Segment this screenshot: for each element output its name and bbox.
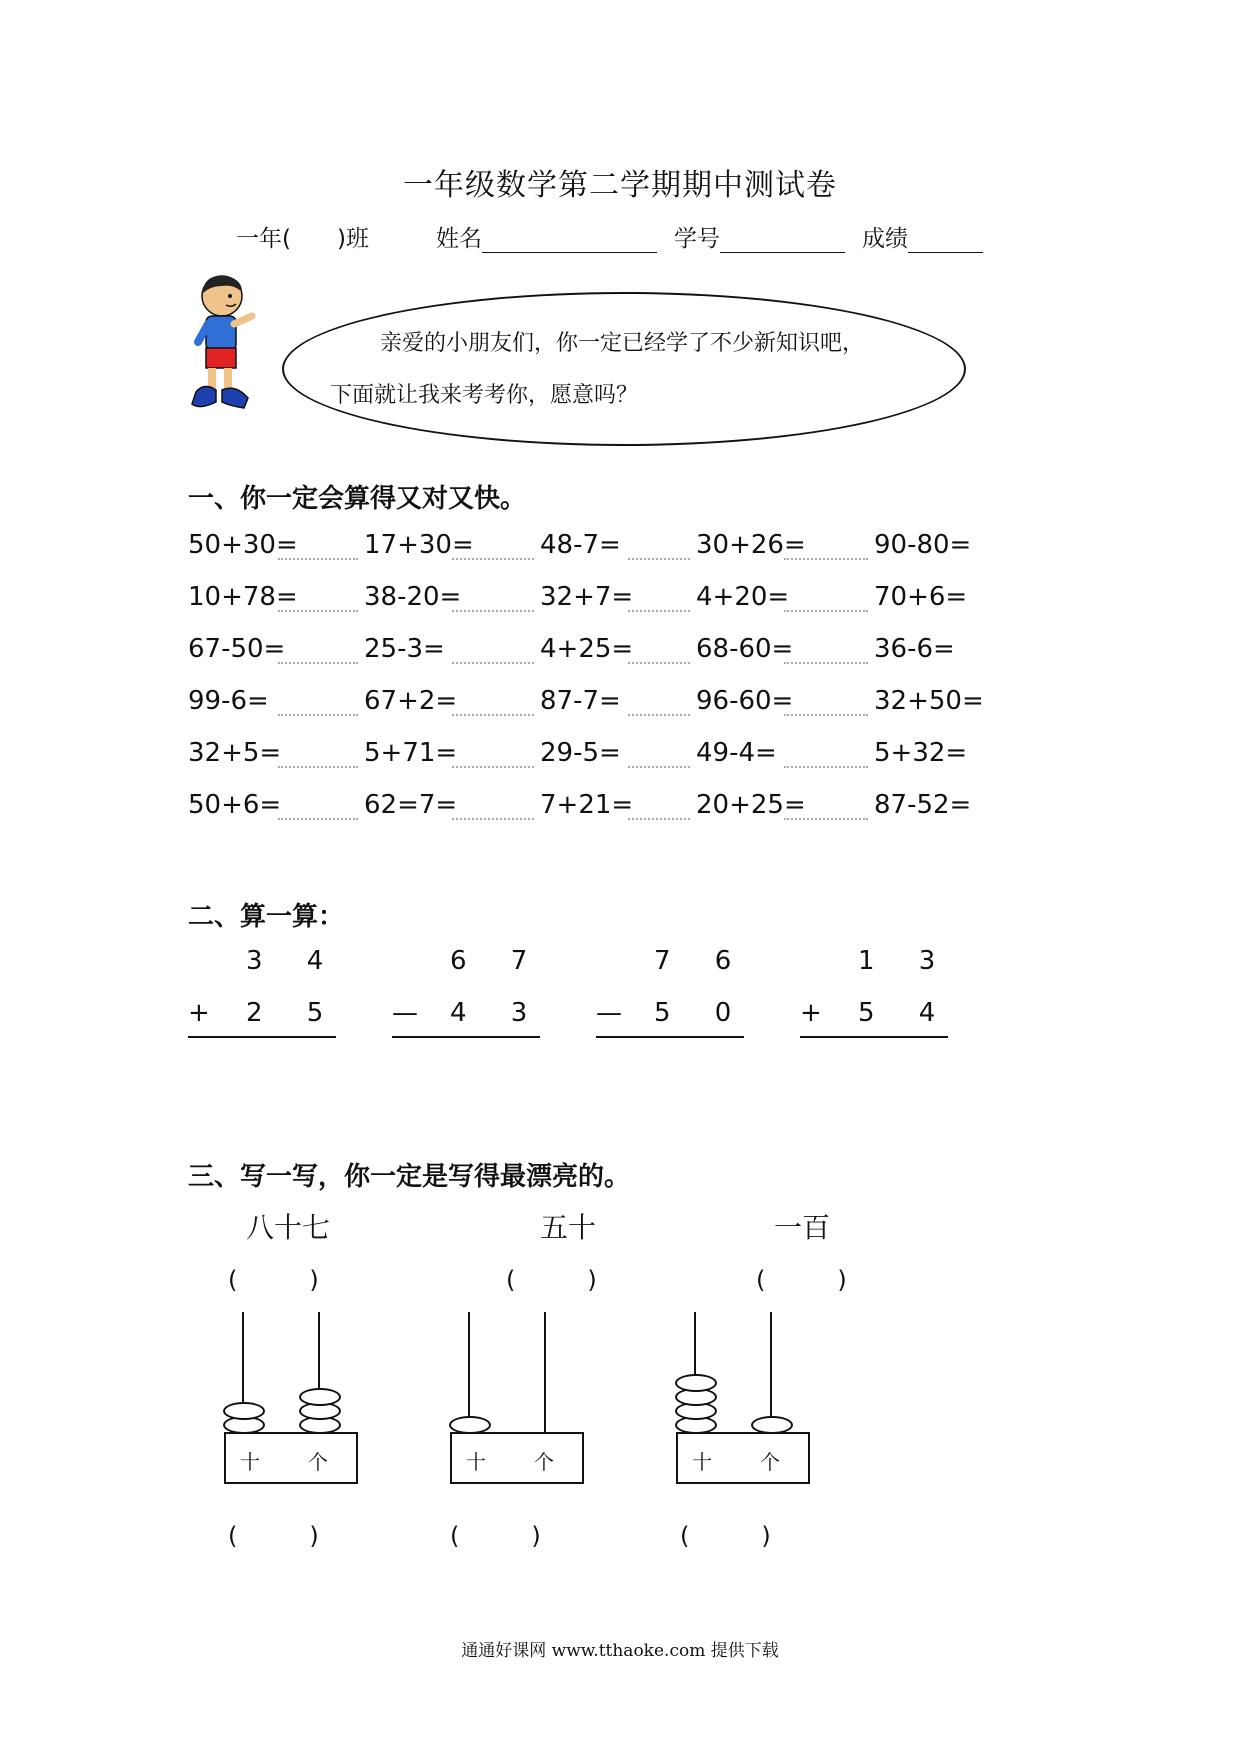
speech-bubble <box>282 292 966 446</box>
abacus-answer-3[interactable]: ( ) <box>680 1522 771 1550</box>
vertical-bottom-number: 2 5 <box>246 998 342 1028</box>
vertical-operator: + <box>188 998 210 1028</box>
arithmetic-problem: 90-80= <box>874 530 972 560</box>
vertical-top-number: 7 6 <box>654 946 750 976</box>
ones-label: 个 <box>534 1450 554 1474</box>
arithmetic-problem: 68-60= <box>696 634 794 664</box>
arithmetic-problem: 32+7= <box>540 582 634 612</box>
answer-blank[interactable] <box>278 812 358 820</box>
arithmetic-problem: 36-6= <box>874 634 955 664</box>
name-label: 姓名 <box>436 226 482 252</box>
name-field[interactable] <box>436 220 657 253</box>
answer-blank[interactable] <box>278 656 358 664</box>
abacus-base <box>676 1432 810 1484</box>
score-field[interactable] <box>862 220 983 253</box>
arithmetic-problem: 4+20= <box>696 582 790 612</box>
arithmetic-row <box>188 686 984 726</box>
arithmetic-problem: 32+50= <box>874 686 984 716</box>
tens-label: 十 <box>692 1450 712 1474</box>
arithmetic-problem: 70+6= <box>874 582 968 612</box>
vertical-top-number: 3 4 <box>246 946 342 976</box>
arithmetic-problem: 67+2= <box>364 686 458 716</box>
boy-illustration <box>186 272 262 422</box>
answer-blank[interactable] <box>278 708 358 716</box>
arithmetic-problem: 30+26= <box>696 530 806 560</box>
answer-blank[interactable] <box>278 604 358 612</box>
arithmetic-problem: 87-7= <box>540 686 621 716</box>
answer-blank[interactable] <box>628 552 690 560</box>
arithmetic-problem: 5+71= <box>364 738 458 768</box>
ones-rod <box>544 1312 546 1432</box>
vertical-bottom-number: 4 3 <box>450 998 546 1028</box>
ones-label: 个 <box>308 1450 328 1474</box>
section-1-heading: 一、你一定会算得又对又快。 <box>188 484 527 514</box>
intro-line-2: 下面就让我来考考你，愿意吗？ <box>330 383 639 408</box>
vertical-operator: + <box>800 998 822 1028</box>
answer-blank[interactable] <box>452 552 534 560</box>
answer-blank[interactable] <box>784 604 868 612</box>
arithmetic-row <box>188 738 978 778</box>
arithmetic-problem: 5+32= <box>874 738 968 768</box>
arithmetic-problem: 32+5= <box>188 738 282 768</box>
abacus <box>224 1312 384 1492</box>
answer-paren-1[interactable]: ( ) <box>228 1266 319 1294</box>
answer-blank[interactable] <box>784 812 868 820</box>
abacus-answer-1[interactable]: ( ) <box>228 1522 319 1550</box>
name-blank[interactable] <box>482 230 657 253</box>
vertical-bottom-number: 5 0 <box>654 998 750 1028</box>
arithmetic-problem: 67-50= <box>188 634 286 664</box>
section-3-heading: 三、写一写，你一定是写得最漂亮的。 <box>188 1162 631 1192</box>
arithmetic-problem: 7+21= <box>540 790 634 820</box>
answer-blank[interactable] <box>278 760 358 768</box>
arithmetic-problem: 10+78= <box>188 582 298 612</box>
arithmetic-problem: 99-6= <box>188 686 269 716</box>
answer-blank[interactable] <box>628 656 690 664</box>
answer-blank[interactable] <box>452 708 534 716</box>
arithmetic-problem: 87-52= <box>874 790 972 820</box>
tens-label: 十 <box>466 1450 486 1474</box>
answer-blank[interactable] <box>278 552 358 560</box>
arithmetic-problem: 50+6= <box>188 790 282 820</box>
vertical-operator: — <box>596 998 622 1028</box>
arithmetic-problem: 20+25= <box>696 790 806 820</box>
answer-blank[interactable] <box>452 760 534 768</box>
vertical-bottom-number: 5 4 <box>858 998 954 1028</box>
ones-label: 个 <box>760 1450 780 1474</box>
answer-blank[interactable] <box>452 604 534 612</box>
answer-blank[interactable] <box>628 760 690 768</box>
arithmetic-row <box>188 634 978 674</box>
section-2-heading: 二、算一算： <box>188 902 345 932</box>
class-label: 一年( )班 <box>236 226 369 252</box>
arithmetic-row <box>188 530 978 570</box>
answer-blank[interactable] <box>784 760 868 768</box>
footer-credit: 通通好课网 www.tthaoke.com 提供下载 <box>461 1641 779 1661</box>
arithmetic-row <box>188 582 978 622</box>
score-blank[interactable] <box>908 230 983 253</box>
arithmetic-problem: 50+30= <box>188 530 298 560</box>
arithmetic-problem: 17+30= <box>364 530 474 560</box>
answer-paren-2[interactable]: ( ) <box>506 1266 597 1294</box>
id-field[interactable] <box>674 220 845 253</box>
answer-blank[interactable] <box>784 708 868 716</box>
arithmetic-problem: 49-4= <box>696 738 777 768</box>
vertical-operator: — <box>392 998 418 1028</box>
number-word-3: 一百 <box>774 1211 831 1244</box>
arithmetic-problem: 62=7= <box>364 790 458 820</box>
page-title: 一年级数学第二学期期中测试卷 <box>403 168 837 203</box>
vertical-sum-line <box>596 1036 744 1038</box>
vertical-sum-line <box>392 1036 540 1038</box>
vertical-top-number: 1 3 <box>858 946 954 976</box>
answer-paren-3[interactable]: ( ) <box>756 1266 847 1294</box>
arithmetic-problem: 96-60= <box>696 686 794 716</box>
arithmetic-problem: 4+25= <box>540 634 634 664</box>
number-word-2: 五十 <box>540 1211 597 1244</box>
abacus-bead <box>223 1402 265 1420</box>
answer-blank[interactable] <box>452 812 534 820</box>
answer-blank[interactable] <box>784 552 868 560</box>
number-word-1: 八十七 <box>246 1211 331 1244</box>
answer-blank[interactable] <box>784 656 868 664</box>
id-blank[interactable] <box>720 230 845 253</box>
abacus <box>450 1312 610 1492</box>
vertical-top-number: 6 7 <box>450 946 546 976</box>
arithmetic-problem: 38-20= <box>364 582 462 612</box>
ones-rod <box>770 1312 772 1432</box>
answer-blank[interactable] <box>628 708 690 716</box>
arithmetic-problem: 48-7= <box>540 530 621 560</box>
answer-blank[interactable] <box>628 812 690 820</box>
arithmetic-problem: 29-5= <box>540 738 621 768</box>
abacus-base <box>224 1432 358 1484</box>
abacus-bead <box>675 1374 717 1392</box>
abacus <box>676 1312 836 1492</box>
answer-blank[interactable] <box>628 604 690 612</box>
answer-blank[interactable] <box>452 656 534 664</box>
arithmetic-problem: 25-3= <box>364 634 445 664</box>
intro-line-1: 亲爱的小朋友们，你一定已经学了不少新知识吧， <box>380 331 865 356</box>
abacus-base <box>450 1432 584 1484</box>
score-label: 成绩 <box>862 226 908 252</box>
arithmetic-row <box>188 790 978 830</box>
tens-rod <box>468 1312 470 1432</box>
vertical-sum-line <box>188 1036 336 1038</box>
abacus-answer-2[interactable]: ( ) <box>450 1522 541 1550</box>
vertical-sum-line <box>800 1036 948 1038</box>
tens-label: 十 <box>240 1450 260 1474</box>
abacus-bead <box>299 1388 341 1406</box>
id-label: 学号 <box>674 226 720 252</box>
